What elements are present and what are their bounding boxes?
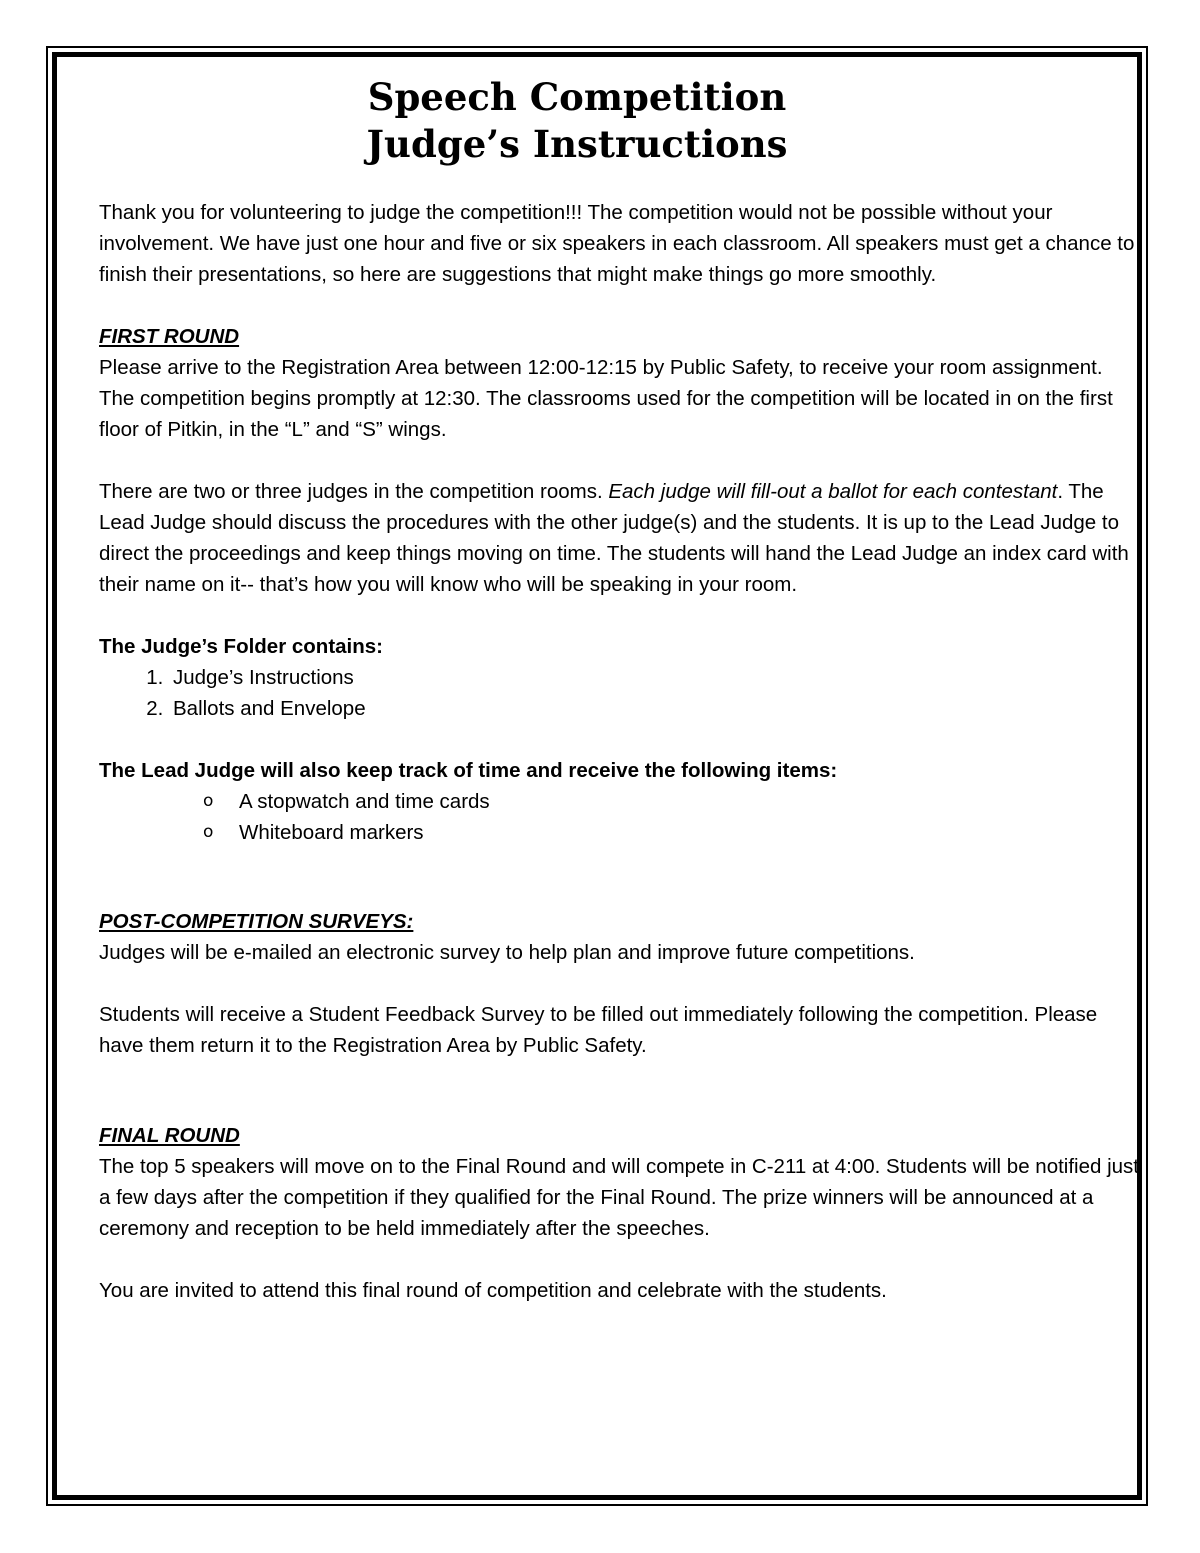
- final-round-heading: FINAL ROUND: [99, 1124, 240, 1147]
- first-round-body: Please arrive to the Registration Area between 12:00-12:15 by Public Safety, to receive your room assignment. The competition begins promptly at 12:30. The classrooms used for the competition will be located in on the first floor of Pitkin, in the “L” and “S” wings.: [99, 356, 1113, 441]
- lead-judge-item-text: A stopwatch and time cards: [239, 790, 490, 813]
- surveys-students-text: Students will receive a Student Feedback Survey to be filled out immediately following the competition. Please have them return it to the Registration Area by Public Safety.: [99, 1003, 1098, 1057]
- folder-list: [99, 662, 1139, 724]
- intro-paragraph: Thank you for volunteering to judge the competition!!! The competition would not be possible without your involvement. We have just one hour and five or six speakers in each classroom. All speakers must get a chance to finish their presentations, so here are suggestions that might make things go more smoothly.: [99, 201, 1135, 286]
- circle-bullet-icon: o: [203, 791, 214, 811]
- document-body: [99, 72, 1139, 1306]
- title-line-1: Speech Competition: [367, 75, 787, 119]
- lead-judge-list-item: [203, 786, 1139, 817]
- circle-bullet-icon: o: [203, 822, 214, 842]
- surveys-judges-text: Judges will be e-mailed an electronic survey to help plan and improve future competitions.: [99, 941, 915, 964]
- judges-rest-text: . The Lead Judge should discuss the procedures with the other judge(s) and the students. It is up to the Lead Judge to direct the proceedings and keep things moving on time. The students will hand the Lead Judge an index card with their name on it-- that’s how you will know who will be speaking in your room.: [99, 480, 1129, 596]
- invite-paragraph: You are invited to attend this final round of competition and celebrate with the students.: [99, 1279, 887, 1302]
- lead-judge-heading: The Lead Judge will also keep track of time and receive the following items:: [99, 759, 838, 782]
- title-line-2: Judge’s Instructions: [366, 122, 788, 166]
- final-round-section: [99, 1120, 1139, 1244]
- judges-paragraph: [99, 476, 1139, 600]
- lead-judge-list: [99, 786, 1139, 848]
- first-round-section: [99, 321, 1139, 445]
- folder-section: [99, 631, 1139, 724]
- first-round-heading: FIRST ROUND: [99, 325, 240, 348]
- document-title: [57, 72, 1097, 168]
- judges-italic-text: Each judge will fill-out a ballot for each contestant: [608, 480, 1058, 503]
- surveys-section: [99, 906, 1139, 968]
- final-round-body: The top 5 speakers will move on to the Final Round and will compete in C-211 at 4:00. Students will be notified just a few days after the competition if they qualified for the Final Round. The prize winners will be announced at a ceremony and reception to be held immediately after the speeches.: [99, 1155, 1139, 1240]
- lead-judge-item-text: Whiteboard markers: [239, 821, 424, 844]
- lead-judge-section: [99, 755, 1139, 848]
- lead-judge-list-item: [203, 817, 1139, 848]
- folder-list-item: 2. Ballots and Envelope: [169, 693, 1139, 724]
- judges-lead-text: There are two or three judges in the competition rooms.: [99, 480, 609, 503]
- folder-list-item: 1. Judge’s Instructions: [169, 662, 1139, 693]
- surveys-heading: POST-COMPETITION SURVEYS:: [99, 910, 414, 933]
- folder-heading: The Judge’s Folder contains:: [99, 635, 383, 658]
